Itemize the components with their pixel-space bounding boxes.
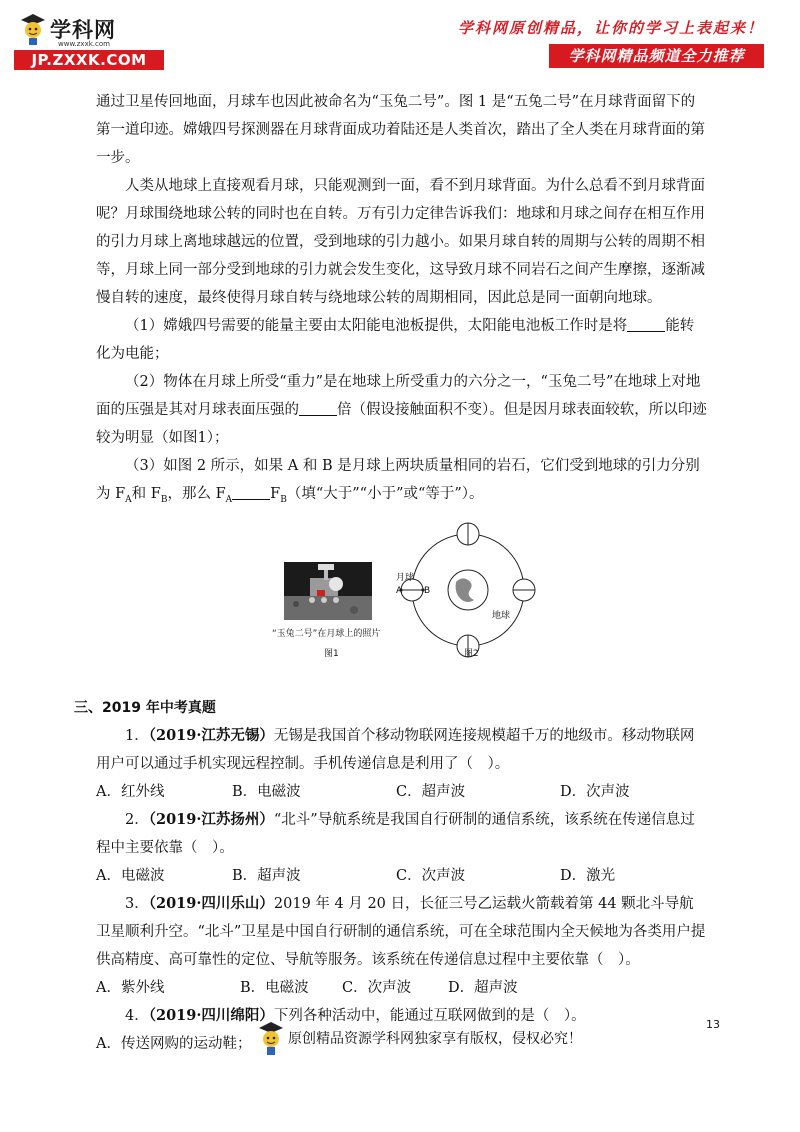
section-title: 三、2019 年中考真题 — [74, 699, 216, 716]
question-number: 4． — [125, 1007, 149, 1024]
fig2-label: 图2 — [464, 648, 479, 659]
question-3-stem — [96, 890, 708, 974]
question-source: （2019·江苏无锡） — [148, 726, 274, 744]
q1-text-a: （1）嫦娥四号需要的能量主要由太阳能电池板提供，太阳能电池板工作时是将 — [125, 318, 628, 334]
option-d: D．次声波 — [560, 783, 630, 800]
q3-text-e: （填“大于”“小于”或“等于”）。 — [286, 486, 484, 502]
question-number: 2． — [125, 811, 149, 828]
q1-text-b: 能转化为电能； — [96, 318, 695, 362]
logo-url: JP.ZXXK.COM — [14, 50, 164, 70]
earth-label: 地球 — [492, 610, 511, 621]
subscript-b: B — [280, 494, 287, 505]
q3-text-c: ，那么 F — [167, 486, 226, 502]
question-1-options — [96, 778, 708, 806]
option-b: B．电磁波 — [240, 979, 309, 996]
question-number: 3． — [125, 895, 149, 912]
page-content — [74, 88, 708, 1058]
paragraph-1: 通过卫星传回地面，月球车也因此被命名为“玉兔二号”。图 1 是“五兔二号”在月球背面留下的第一道印迹。嫦娥四号探测器在月球背面成功着陆还是人类首次，踏出了全人类在月球背面的第一步。 — [96, 94, 705, 166]
option-a: A．紫外线 — [96, 979, 165, 996]
q2-text-a: （2）物体在月球上所受“重力”是在地球上所受重力的六分之一，“玉兔二号”在地球上对地面的压强是其对月球表面压强的 — [96, 374, 701, 418]
rover-photo — [284, 562, 372, 620]
page-number: 13 — [706, 1018, 720, 1031]
option-c: C．次声波 — [342, 979, 412, 996]
point-a-label: A — [396, 585, 403, 596]
question-1 — [96, 722, 708, 806]
subscript-b: B — [160, 494, 168, 505]
option-b: B．超声波 — [232, 867, 301, 884]
option-a: A．电磁波 — [96, 867, 165, 884]
fig1-label: 图1 — [324, 648, 339, 659]
header-banner: 学科网精品频道全力推荐 — [549, 44, 764, 68]
question-text: 无锡是我国首个移动物联网连接规模超千万的地级市。移动物联网用户可以通过手机实现远程控制。手机传递信息是利用了（ ）。 — [96, 727, 695, 772]
question-text: “北斗”导航系统是我国自行研制的通信系统，该系统在传递信息过程中主要依靠（ ）。 — [96, 811, 695, 856]
question-number: 1． — [125, 727, 149, 744]
question-source: （2019·四川乐山） — [148, 894, 274, 912]
moon-label: 月球 — [396, 572, 415, 583]
q2-text-b: 倍（假设接触面积不变）。但是因月球表面较软，所以印迹较为明显（如图1）； — [96, 402, 707, 446]
rover-photo-image — [284, 562, 372, 620]
question-3-options — [96, 974, 708, 1002]
mascot-icon — [256, 1020, 286, 1058]
question-3 — [96, 890, 708, 1002]
answer-blank — [627, 317, 665, 332]
logo-text: 学科网 — [50, 18, 116, 42]
mascot-icon — [18, 12, 48, 46]
figures — [96, 520, 708, 690]
question-part-1 — [96, 312, 708, 368]
subscript-a: A — [125, 494, 132, 505]
option-a: A．传送网购的运动鞋； — [96, 1035, 252, 1052]
question-2 — [96, 806, 708, 890]
answer-blank — [232, 485, 270, 500]
answer-blank — [299, 401, 337, 416]
option-d: D．超声波 — [448, 979, 518, 996]
zxxk-logo — [14, 14, 164, 70]
fig1-caption: “玉兔二号”在月球上的照片 — [272, 628, 381, 639]
q3-text-d: F — [270, 486, 281, 502]
option-c: C．次声波 — [396, 867, 466, 884]
option-c: C．超声波 — [396, 783, 466, 800]
option-d: D．激光 — [560, 867, 616, 884]
copyright-notice: 原创精品资源学科网独家享有版权，侵权必究！ — [288, 1031, 582, 1047]
question-source: （2019·江苏扬州） — [148, 810, 274, 828]
question-1-stem — [96, 722, 708, 778]
point-b-label: B — [424, 585, 431, 596]
question-part-3 — [96, 452, 708, 514]
question-source: （2019·四川绵阳） — [148, 1006, 274, 1024]
question-part-2 — [96, 368, 708, 452]
question-text: 2019 年 4 月 20 日，长征三号乙运载火箭载着第 44 颗北斗导航卫星顺利升空。“北斗”卫星是中国自行研制的通信系统，可在全球范围内全天候地为各类用户提供高精度、高可靠性的定位、导航等服务。该系统在传递信息过程中主要依靠（ ）。 — [96, 895, 706, 968]
page-footer — [256, 1020, 596, 1060]
option-b: B．电磁波 — [232, 783, 301, 800]
q3-text-a: （3）如图 2 所示，如果 A 和 B 是月球上两块质量相同的岩石，它们受到地球的引力分别为 F — [96, 458, 700, 502]
question-2-stem — [96, 806, 708, 862]
question-2-options — [96, 862, 708, 890]
subscript-a: A — [225, 494, 233, 505]
logo-subtext: www.zxxk.com — [58, 40, 110, 48]
page-header — [0, 0, 800, 80]
q3-text-b: 和 F — [131, 486, 161, 502]
option-a: A．红外线 — [96, 783, 165, 800]
header-slogan: 学科网原创精品，让你的学习上表起来！ — [457, 19, 764, 37]
paragraph-2: 人类从地球上直接观看月球，只能观测到一面，看不到月球背面。为什么总看不到月球背面呢？月球围绕地球公转的同时也在自转。万有引力定律告诉我们：地球和月球之间存在相互作用的引力月球上离地球越远的位置，受到地球的引力越小。如果月球自转的周期与公转的周期不相等，月球上同一部分受到地球的引力就会发生变化，这导致月球不同岩石之间产生摩擦，逐渐减慢自转的速度，最终使得月球自转与绕地球公转的周期相同，因此总是同一面朝向地球。 — [96, 178, 705, 306]
question-text: 下列各种活动中，能通过互联网做到的是（ ）。 — [273, 1007, 586, 1024]
